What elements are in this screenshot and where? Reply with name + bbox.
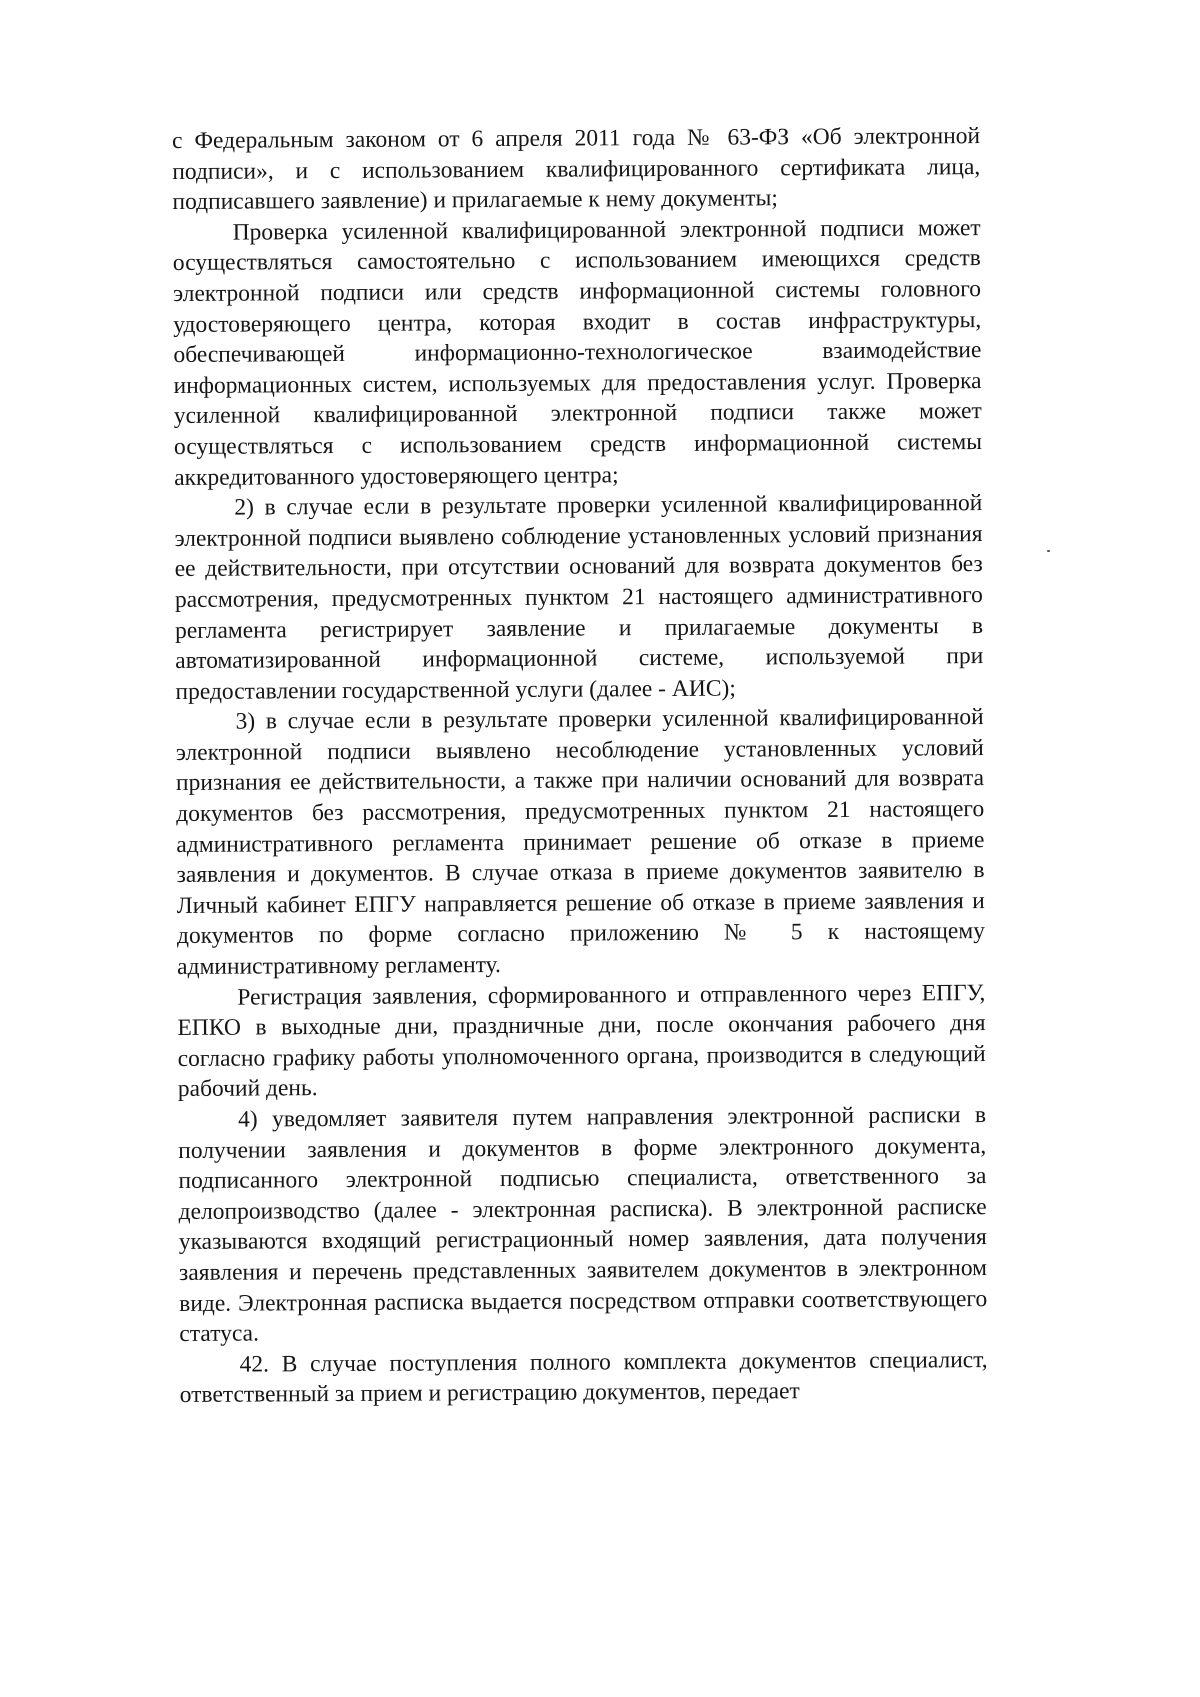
paragraph-law-reference: с Федеральным законом от 6 апреля 2011 года № 63-ФЗ «Об электронной подписи», и с использованием квалифицированного сертификата лица, подписавшего заявление) и прилагаемые к нему документы;	[172, 123, 981, 216]
paragraph-item-4: 4) уведомляет заявителя путем направления электронной расписки в получении заявления и документов в форме электронного документа, подписанного электронной подписью специалиста, ответственного за делопроизводство (далее - электронная расписка). В электронной расписке указываются входящий регистрационный номер заявления, дата получения заявления и перечень представленных заявителем документов в электронном виде. Электронная расписка выдается посредством отправки соответствующего статуса.	[178, 1102, 988, 1348]
paragraph-item-2: 2) в случае если в результате проверки усиленной квалифицированной электронной подписи выявлено соблюдение установленных условий признания ее действительности, при отсутствии оснований для возврата документов без рассмотрения, предусмотренных пунктом 21 настоящего административного регламента регистрирует заявление и прилагаемые документы в автоматизированной информационной системе, используемой при предоставлении государственной услуги (далее - АИС);	[174, 490, 984, 705]
paragraph-item-42: 42. В случае поступления полного комплекта документов специалист, ответственный за прием и регистрацию документов, передает	[179, 1346, 988, 1409]
paragraph-item-3: 3) в случае если в результате проверки усиленной квалифицированной электронной подписи выявлено несоблюдение установленных условий признания ее действительности, а также при наличии оснований для возврата документов без рассмотрения, предусмотренных пунктом 21 настоящего административного регламента принимает решение об отказе в приеме заявления и документов. В случае отказа в приеме документов заявителю в Личный кабинет ЕПГУ направляется решение об отказе в приеме заявления и документов по форме согласно приложению № 5 к настоящему административному регламенту.	[175, 704, 986, 981]
document-page	[172, 121, 988, 1411]
paragraph-registration: Регистрация заявления, сформированного и отправленного через ЕПГУ, ЕПКО в выходные дни, праздничные дни, после окончания рабочего дня согласно графику работы уполномоченного органа, производится в следующий рабочий день.	[177, 979, 986, 1103]
scan-speck	[1047, 550, 1050, 552]
paragraph-signature-verification: Проверка усиленной квалифицированной электронной подписи может осуществляться самостоятельно с использованием имеющихся средств электронной подписи или средств информационной системы головного удостоверяющего центра, которая входит в состав инфраструктуры, обеспечивающей информационно-технологическое взаимодействие информационных систем, используемых для предоставления услуг. Проверка усиленной квалифицированной электронной подписи также может осуществляться с использованием средств информационной системы аккредитованного удостоверяющего центра;	[172, 214, 983, 491]
